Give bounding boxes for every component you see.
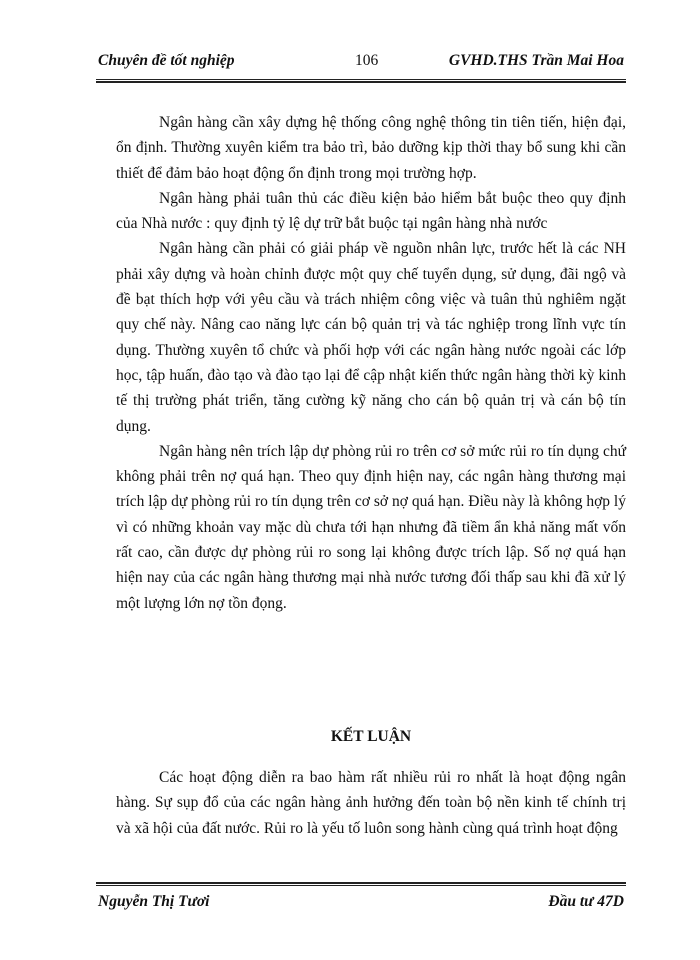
page-header [98, 50, 624, 72]
header-thesis-title: Chuyên đề tốt nghiệp [98, 52, 235, 69]
page-footer [98, 891, 624, 913]
footer-class: Đầu tư 47D [548, 893, 624, 910]
page-number: 106 [355, 52, 379, 69]
body-section [116, 110, 626, 616]
footer-author: Nguyễn Thị Tươi [98, 893, 210, 910]
header-rule [96, 79, 626, 83]
paragraph-insurance: Ngân hàng phải tuân thủ các điều kiện bảo hiểm bắt buộc theo quy định của Nhà nước : quy định tỷ lệ dự trữ bắt buộc tại ngân hàng nhà nước [116, 189, 626, 233]
header-supervisor: GVHD.THS Trần Mai Hoa [448, 52, 624, 69]
paragraph-human-resources: Ngân hàng cần phải có giải pháp về nguồn nhân lực, trước hết là các NH phải xây dựng và hoàn chỉnh được một quy chế tuyển dụng, sử dụng, đãi ngộ và đề bạt thích hợp với yêu cầu và trách nhiệm công việc và tuân thủ nghiêm ngặt quy chế này. Nâng cao năng lực cán bộ quản trị và tác nghiệp trong lĩnh vực tín dụng. Thường xuyên tổ chức và phối hợp với các ngân hàng nước ngoài các lớp học, tập huấn, đào tạo và đào tạo lại để cập nhật kiến thức ngân hàng thời kỳ kinh tế thị trường phát triển, tăng cường kỹ năng cho cán bộ quản trị và cán bộ tín dụng. [116, 240, 626, 435]
footer-rule [96, 882, 626, 886]
conclusion-section [116, 765, 626, 841]
conclusion-heading: KẾT LUẬN [330, 728, 412, 745]
paragraph-technology: Ngân hàng cần xây dựng hệ thống công nghệ thông tin tiên tiến, hiện đại, ổn định. Thường xuyên kiểm tra bảo trì, bảo dưỡng kịp thời thay bổ sung khi cần thiết để đảm bảo hoạt động ổn định trong mọi trường hợp. [116, 114, 626, 182]
paragraph-provisioning: Ngân hàng nên trích lập dự phòng rủi ro trên cơ sở mức rủi ro tín dụng chứ không phải trên nợ quá hạn. Theo quy định hiện nay, các ngân hàng thương mại trích lập dự phòng rủi ro tín dụng trên cơ sở nợ quá hạn. Điều này là không hợp lý vì có những khoản vay mặc dù chưa tới hạn nhưng đã tiềm ẩn khả năng mất vốn rất cao, cần được dự phòng rủi ro song lại không được trích lập. Số nợ quá hạn hiện nay của các ngân hàng thương mại nhà nước tương đối thấp sau khi đã xử lý một lượng lớn nợ tồn đọng. [116, 442, 626, 612]
conclusion-paragraph: Các hoạt động diễn ra bao hàm rất nhiều rủi ro nhất là hoạt động ngân hàng. Sự sụp đổ của các ngân hàng ảnh hưởng đến toàn bộ nền kinh tế chính trị và xã hội của đất nước. Rủi ro là yếu tố luôn song hành cùng quá trình hoạt động [116, 769, 626, 837]
